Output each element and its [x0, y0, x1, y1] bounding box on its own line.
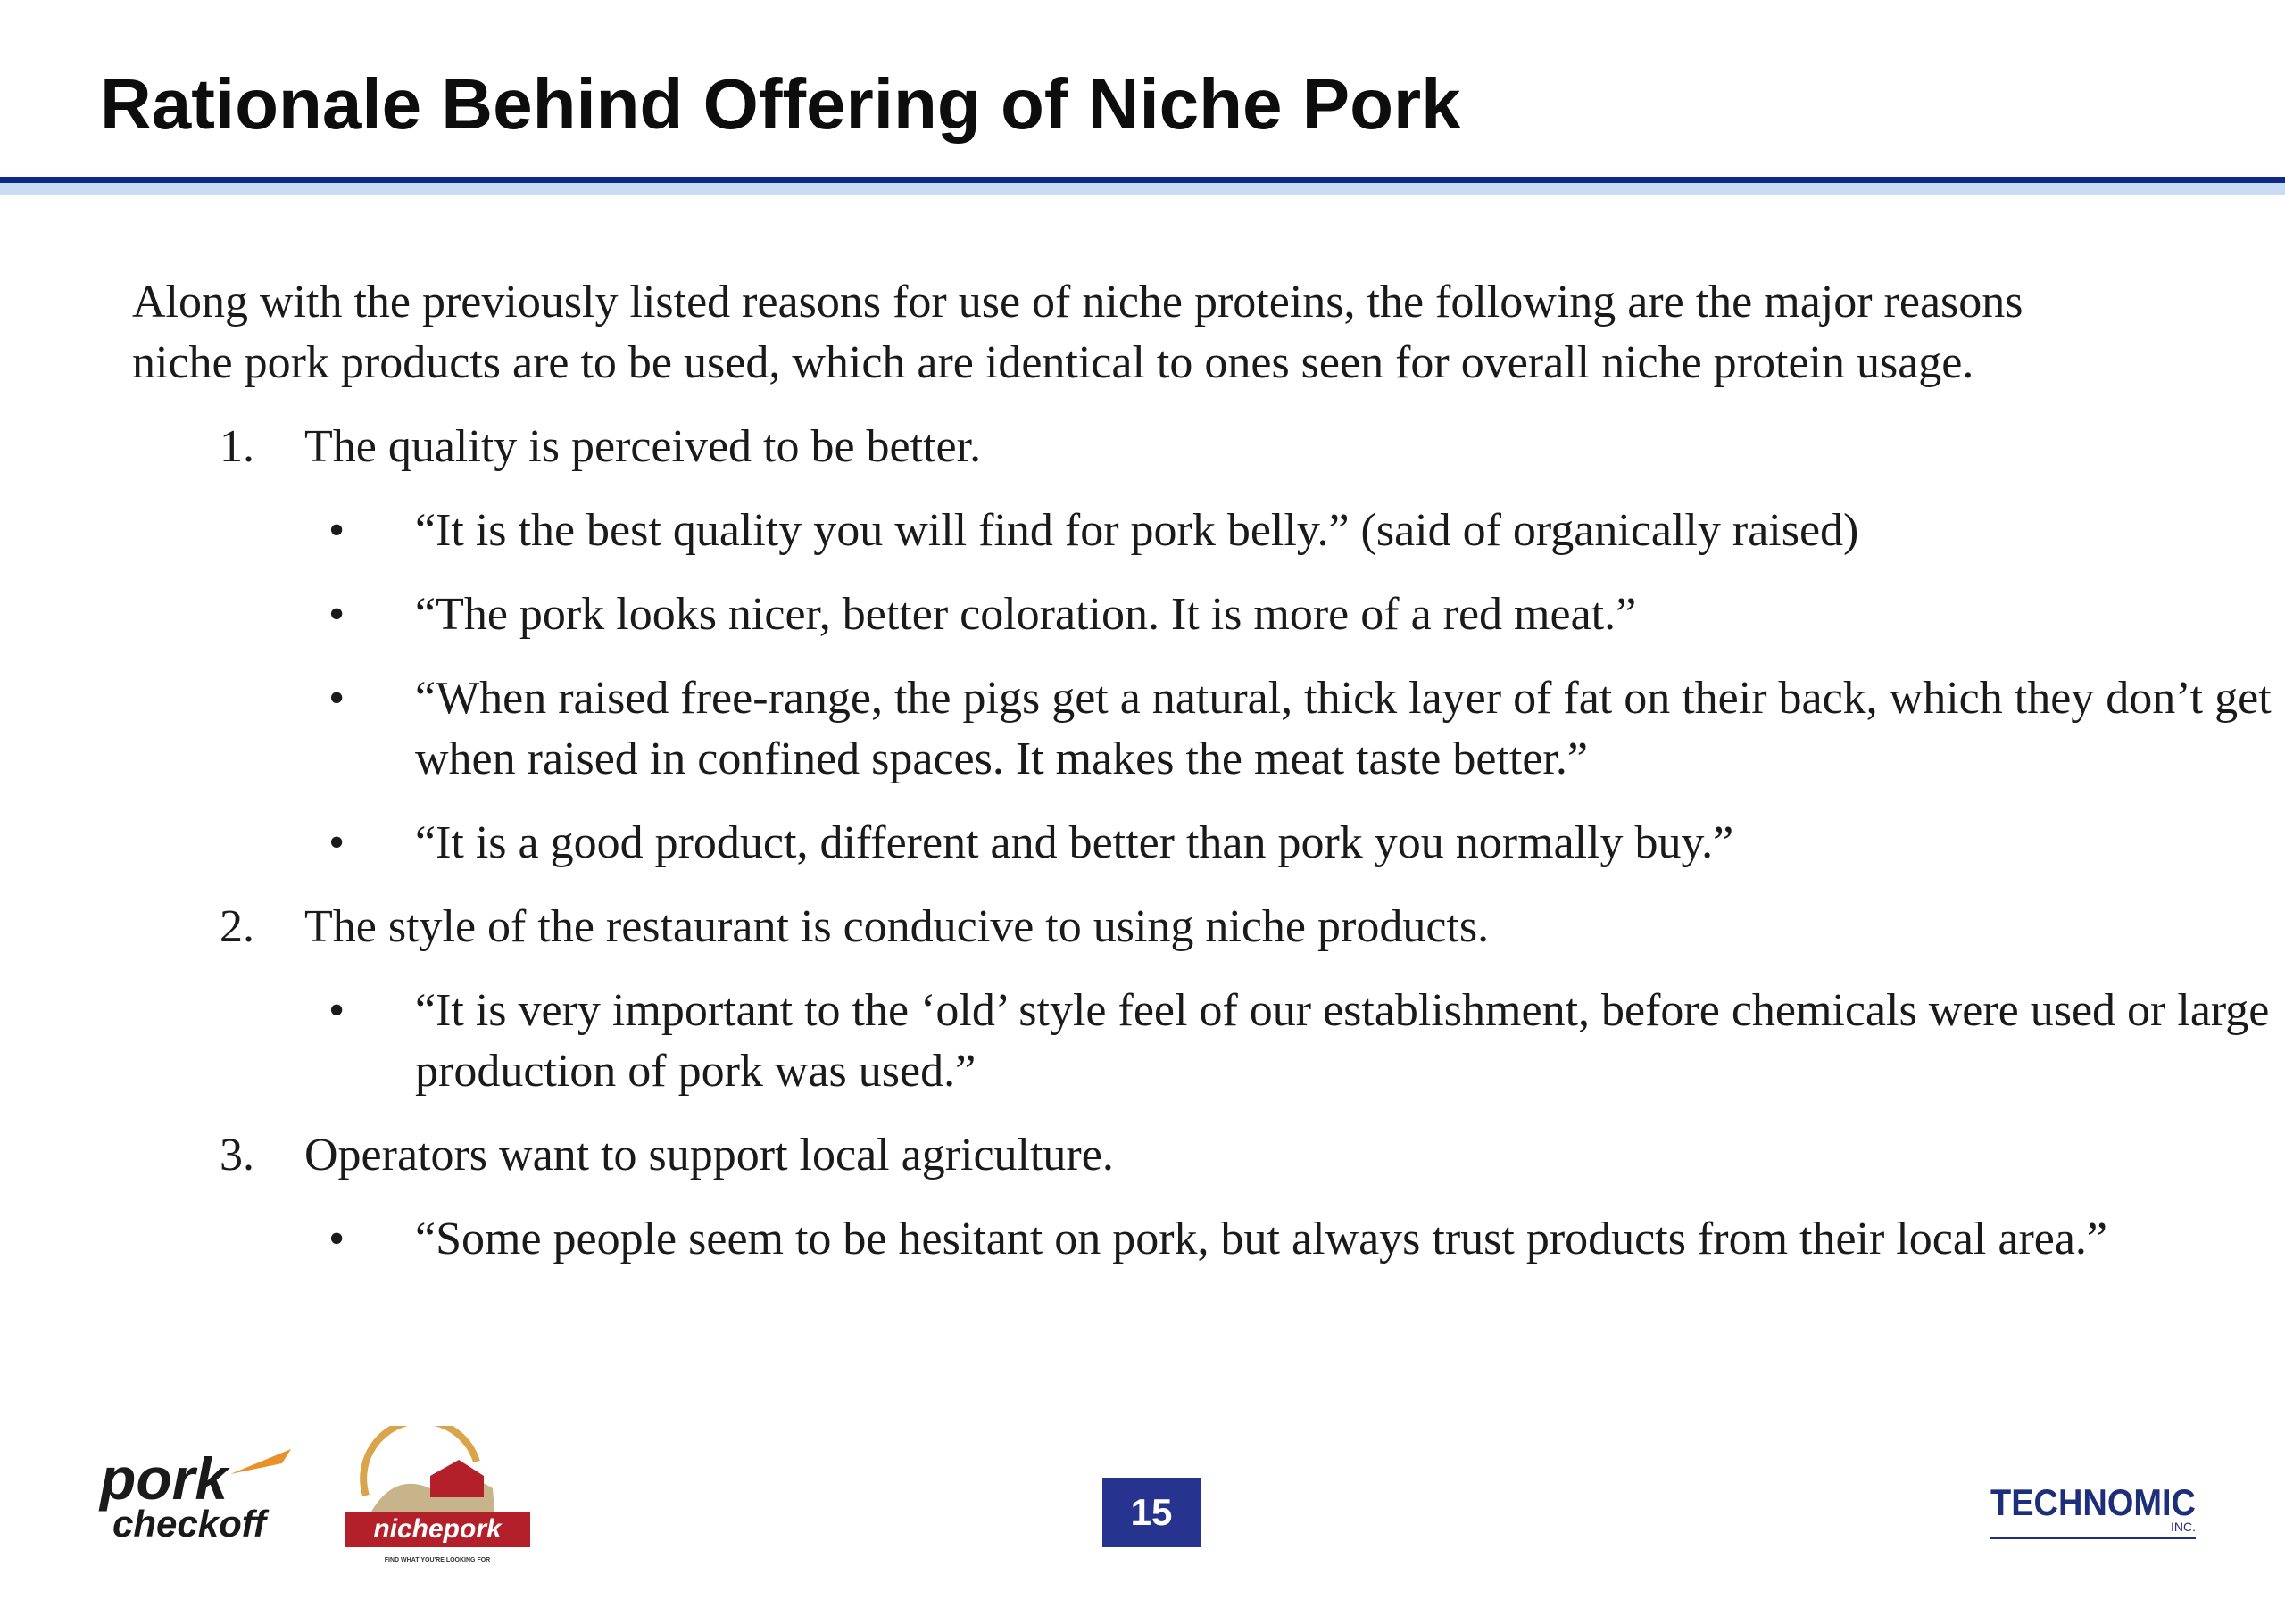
- reason-number: 1.: [220, 421, 254, 472]
- nichepork-name: nichepork: [373, 1514, 502, 1544]
- technomic-underline: [1990, 1537, 2196, 1539]
- bullet-icon: •: [328, 817, 345, 868]
- slide-body: [132, 272, 2272, 1293]
- bullet-icon: •: [328, 673, 345, 724]
- bullet-icon: •: [328, 589, 345, 640]
- pork-logo-bottom: checkoff: [112, 1503, 266, 1545]
- quote-item: [132, 813, 2285, 874]
- quote-text: “It is a good product, different and better than pork you normally buy.”: [415, 817, 1734, 868]
- quote-item: [132, 1209, 2285, 1270]
- title-rule-shadow: [0, 183, 2285, 195]
- technomic-logo: [1987, 1478, 2201, 1549]
- quote-item: [132, 981, 2285, 1102]
- reason-item-2: [132, 897, 2185, 957]
- technomic-suffix: INC.: [2171, 1520, 2196, 1534]
- logo-swoosh: [230, 1449, 291, 1474]
- quote-item: [132, 668, 2285, 790]
- page-number: 15: [1102, 1478, 1201, 1547]
- title-rule: [0, 177, 2285, 183]
- quote-text: “The pork looks nicer, better coloration. It is more of a red meat.”: [415, 589, 1637, 640]
- technomic-name: TECHNOMIC: [1990, 1481, 2196, 1523]
- bullet-icon: •: [328, 1214, 345, 1264]
- nichepork-tagline: FIND WHAT YOU'RE LOOKING FOR: [384, 1557, 491, 1563]
- quote-item: [132, 501, 2285, 561]
- quote-text: “It is very important to the ‘old’ style feel of our establishment, before chemicals were used or large production of pork was used.”: [415, 985, 2270, 1097]
- intro-paragraph: Along with the previously listed reasons for use of niche proteins, the following are the major reasons niche pork products are to be used, which are identical to ones seen for overall niche protein usage.: [132, 277, 2023, 388]
- reason-item-1: [132, 417, 2185, 477]
- quote-text: “When raised free-range, the pigs get a natural, thick layer of fat on their back, which they don’t get when raised in confined spaces. It makes the meat taste better.”: [415, 673, 2272, 784]
- pork-logo-top: pork: [100, 1446, 228, 1512]
- slide-title: Rationale Behind Offering of Niche Pork: [100, 64, 1461, 144]
- nichepork-logo: [341, 1426, 537, 1569]
- reason-number: 3.: [220, 1130, 254, 1181]
- quote-text: “Some people seem to be hesitant on pork, but always trust products from their local area.”: [415, 1214, 2107, 1264]
- bullet-icon: •: [328, 505, 345, 556]
- pork-checkoff-logo: [96, 1444, 302, 1551]
- barn-icon: [430, 1460, 484, 1497]
- quote-item: [132, 584, 2285, 645]
- quote-text: “It is the best quality you will find for pork belly.” (said of organically raised): [415, 505, 1859, 556]
- reason-number: 2.: [220, 901, 254, 952]
- reason-text: The style of the restaurant is conducive to using niche products.: [304, 901, 1490, 952]
- reason-item-3: [132, 1125, 2185, 1186]
- reason-text: Operators want to support local agriculture.: [304, 1130, 1114, 1181]
- bullet-icon: •: [328, 985, 345, 1036]
- reason-text: The quality is perceived to be better.: [304, 421, 982, 472]
